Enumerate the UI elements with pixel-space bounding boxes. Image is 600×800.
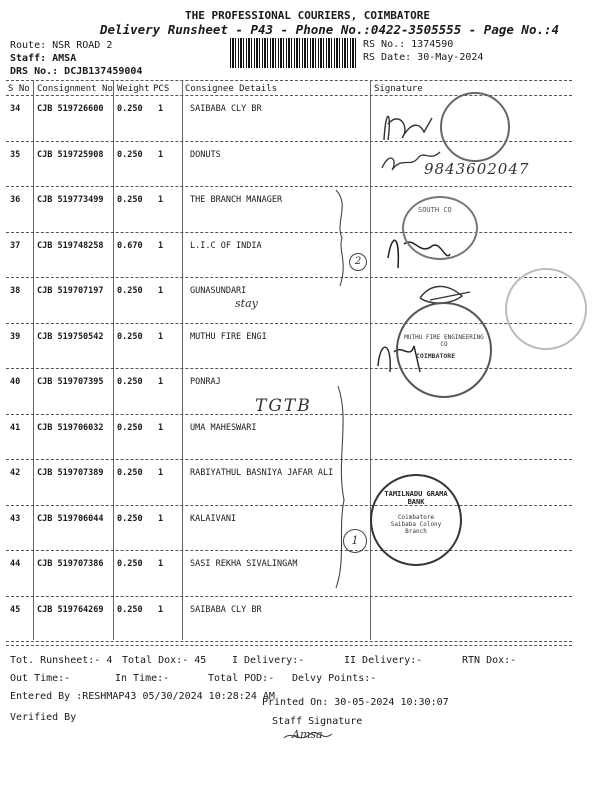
cell-consignment: CJB 519725908 [37,149,104,160]
cell-sno: 42 [10,468,21,478]
rs-no: RS No.: 1374590 [363,39,454,50]
verified-by: Verified By [10,712,77,723]
cell-consignment: CJB 519706032 [37,422,104,433]
cell-consignee: GUNASUNDARI [190,286,247,296]
col-divider [182,80,183,640]
cell-consignee: MUTHU FIRE ENGI [190,331,267,342]
cell-pcs: 1 [158,331,164,342]
col-sno: S No [8,84,30,94]
row-divider [6,323,572,324]
col-consignee: Consignee Details [185,84,278,94]
bracket-40-45 [336,386,344,588]
stamp-fire-text: MUTHU FIRE ENGINEERING CO [404,334,484,348]
cell-sno: 38 [10,286,21,296]
col-divider [113,80,114,640]
cell-sno: 40 [10,377,21,387]
cell-weight: 0.250 [117,331,143,342]
stamp-row-34 [440,92,510,162]
cell-pcs: 1 [158,513,164,524]
stamp-muthu-fire [396,302,492,398]
cell-weight: 0.250 [117,513,143,524]
rs-date: RS Date: 30-May-2024 [363,52,484,63]
row-divider [6,641,572,642]
cell-weight: 0.250 [117,149,143,160]
cell-consignee: KALAIVANI [190,513,237,524]
cell-sno: 35 [10,149,21,160]
staff-label: Staff: AMSA [10,53,77,64]
bracket-36-38 [336,190,343,286]
cell-pcs: 1 [158,286,164,296]
cell-consignee: PONRAJ [190,377,221,387]
col-weight: Weight [117,84,150,94]
cell-consignment: CJB 519707395 [37,377,104,387]
stamp-south-text: SOUTH CO [418,206,452,214]
drs-label: DRS No.: DCJB137459004 [10,66,143,77]
cell-consignee: SASI REKHA SIVALINGAM [190,559,298,569]
cell-consignment: CJB 519773499 [37,195,104,205]
total-dox: Total Dox:- 45 [122,655,207,666]
total-pod: Total POD:- [208,673,275,684]
cell-sno: 39 [10,331,21,342]
staff-signature-handwriting: Amsa [292,728,323,741]
signature-row-38 [420,286,470,303]
stamp-south [402,196,478,260]
cell-consignment: CJB 519707389 [37,468,104,478]
staff-signature-label: Staff Signature [272,716,363,727]
entered-by: Entered By :RESHMAP43 05/30/2024 10:28:24 AM [10,691,275,702]
cell-consignee: DONUTS [190,149,221,160]
cell-weight: 0.250 [117,195,143,205]
cell-weight: 0.250 [117,468,143,478]
cell-weight: 0.250 [117,377,143,387]
i-delivery: I Delivery:- [232,655,305,666]
signature-row-34 [384,116,432,140]
cell-consignment: CJB 519726600 [37,104,104,114]
printed-on: Printed On: 30-05-2024 10:30:07 [262,697,449,708]
cell-consignment: CJB 519750542 [37,331,104,342]
cell-pcs: 1 [158,240,164,251]
rtn-dox: RTN Dox:- [462,655,517,666]
cell-pcs: 1 [158,104,164,114]
stamp-tamilnadu-grama-bank [370,474,462,566]
cell-sno: 45 [10,604,21,615]
cell-consignee: UMA MAHESWARI [190,422,257,433]
cell-weight: 0.250 [117,604,143,615]
cell-consignee: THE BRANCH MANAGER [190,195,283,205]
cell-sno: 37 [10,240,21,251]
cell-sno: 44 [10,559,21,569]
row-divider [6,232,572,233]
row-divider [6,596,572,597]
col-divider [370,80,371,640]
cell-pcs: 1 [158,195,164,205]
cell-weight: 0.250 [117,559,143,569]
handwritten-stay: stay [235,297,258,310]
col-signature: Signature [374,84,423,94]
cell-consignee: L.I.C OF INDIA [190,240,262,251]
tot-runsheet: Tot. Runsheet:- 4 [10,655,113,666]
col-divider [33,80,34,640]
row-divider [6,186,572,187]
footer-top-line [6,645,572,646]
cell-consignment: CJB 519707197 [37,286,104,296]
cell-sno: 43 [10,513,21,524]
runsheet-title: Delivery Runsheet - P43 - Phone No.:0422-3505555 - Page No.:4 [100,22,560,37]
cell-pcs: 1 [158,559,164,569]
row-divider [6,459,572,460]
cell-sno: 34 [10,104,21,114]
ii-delivery: II Delivery:- [344,655,423,666]
stamp-fire-city: COIMBATORE [416,352,456,360]
cell-weight: 0.250 [117,104,143,114]
stamp-bank-text: TAMILNADU GRAMA BANK [384,490,448,506]
row-divider [6,277,572,278]
cell-sno: 36 [10,195,21,205]
row-divider [6,550,572,551]
cell-pcs: 1 [158,377,164,387]
cell-consignee: SAIBABA CLY BR [190,604,262,615]
cell-weight: 0.250 [117,422,143,433]
barcode [230,38,358,68]
company-title: THE PROFESSIONAL COURIERS, COIMBATORE [185,9,431,22]
cell-pcs: 1 [158,468,164,478]
cell-sno: 41 [10,422,21,433]
col-pcs: PCS [153,84,170,94]
cell-consignment: CJB 519707386 [37,559,104,569]
handwritten-tgtb: TGTB [255,396,312,416]
cell-consignee: SAIBABA CLY BR [190,104,262,114]
circled-2: 2 [349,253,367,271]
stamp-faint [505,268,587,350]
cell-consignment: CJB 519748258 [37,240,104,251]
cell-weight: 0.250 [117,286,143,296]
out-time: Out Time:- [10,673,71,684]
circled-1: 1 [343,529,367,553]
cell-pcs: 1 [158,149,164,160]
route-label: Route: NSR ROAD 2 [10,40,113,51]
cell-pcs: 1 [158,604,164,615]
handwritten-phone: 9843602047 [424,160,530,178]
in-time: In Time:- [115,673,170,684]
cell-weight: 0.670 [117,240,143,251]
cell-consignee: RABIYATHUL BASNIYA JAFAR ALI [190,468,334,478]
cell-consignment: CJB 519706044 [37,513,104,524]
delvy-points: Delvy Points:- [292,673,377,684]
cell-pcs: 1 [158,422,164,433]
stamp-bank-branch: Coimbatore Saibaba Colony Branch [390,514,442,535]
col-consignment: Consignment No [37,84,113,94]
cell-consignment: CJB 519764269 [37,604,104,615]
row-divider [6,505,572,506]
table-top-line [6,80,572,81]
